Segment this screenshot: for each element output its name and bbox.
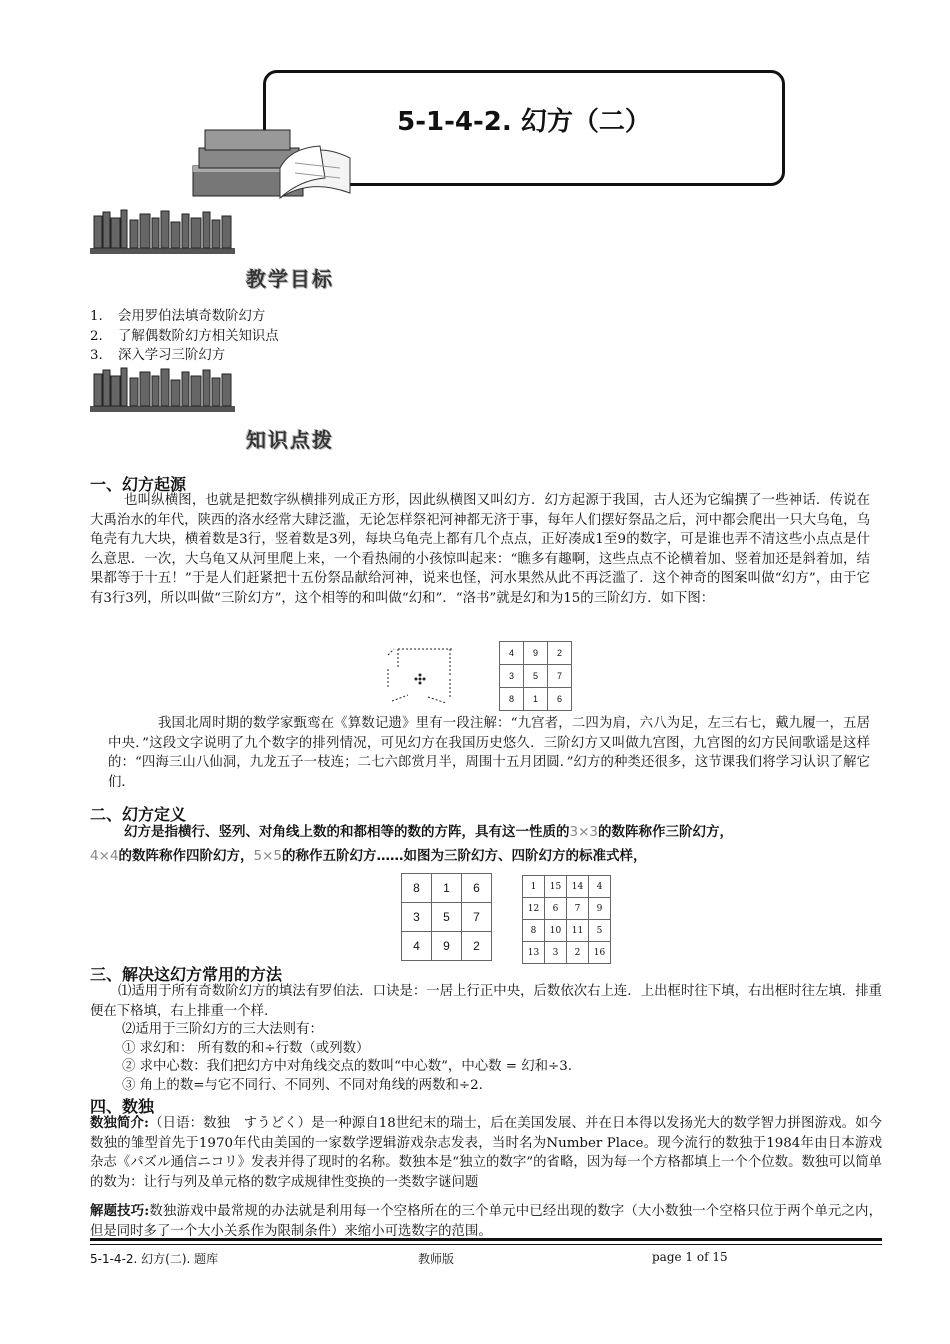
knowledge-heading: 知识点拨 (246, 428, 334, 452)
origin-heading: 一、幻方起源 (90, 475, 187, 494)
sudoku-heading: 四、数独 (90, 1097, 155, 1116)
definition-heading: 二、幻方定义 (90, 805, 187, 824)
list-item: 3. 深入学习三阶幻方 (90, 348, 226, 363)
methods-heading: 三、解决这幻方常用的方法 (90, 965, 283, 984)
list-item: 1. 会用罗伯法填奇数阶幻方 (90, 309, 266, 324)
footer-edition: 教师版 (418, 1252, 455, 1266)
rule-one: ① 求幻和： 所有数的和÷行数（或列数） (122, 1041, 370, 1056)
history-paragraph: 我国北周时期的数学家甄鸾在《算数记遗》里有一段注解：“九宫者，二四为肩，六八为足，左三右七，戴九履一，五居中央．”这段文字说明了九个数字的排列情况，可见幻方在我国历史悠久．三阶幻方又叫做九宫图，九宫图的幻方民间歌谣是这样的：“四海三山八仙洞，九龙五子一枝连；二七六郎赏月半，周围十五月团圆．”幻方的种类还很多，这节课我们将学习认识了解它们． (108, 716, 870, 790)
luoshu-grid: 4 9 2 3 5 7 8 1 6 (499, 641, 572, 711)
method-one: ⑴适用于所有奇数阶幻方的填法有罗伯法．口诀是：一居上行正中央，后数依次右上连．上出框时往下填，右出框时往左填．排重便在下格填，右上排重一个样． (90, 984, 882, 1019)
sudoku-tips: 解题技巧:数独游戏中最常规的办法就是利用每一个空格所在的三个单元中已经出现的数字（大小数独一个空格只位于两个单元之内，但是同时多了一个大小关系作为限制条件）来缩小可选数字的范围。 (90, 1203, 882, 1239)
footer-rule (90, 1238, 882, 1241)
method-two: ⑵适用于三阶幻方的三大法则有： (122, 1022, 323, 1037)
books-illustration (185, 118, 355, 208)
luoshu-diagram (380, 645, 460, 710)
footer-page-number: page 1 of 15 (652, 1250, 728, 1264)
origin-paragraph: 也叫纵横图，也就是把数字纵横排列成正方形，因此纵横图又叫幻方．幻方起源于我国，古人还为它编撰了一些神话．传说在大禹治水的年代，陕西的洛水经常大肆泛滥，无论怎样祭祀河神都无济于事，每年人们摆好祭品之后，河中都会爬出一只大乌龟，乌龟壳有九大块，横着数是3行，竖着数是3列，每块乌龟壳上都有几个点点，正好凑成1至9的数字，可是谁也弄不清这些小点点是什么意思．一次，大乌龟又从河里爬上来，一个看热闹的小孩惊叫起来：“瞧多有趣啊，这些点点不论横着加、竖着加还是斜着加，结果都等于十五！”于是人们赶紧把十五份祭品献给河神，说来也怪，河水果然从此不再泛滥了．这个神奇的图案叫做“幻方”，由于它有3行3列，所以叫做“三阶幻方”，这个相等的和叫做“幻和”．“洛书”就是幻和为15的三阶幻方．如下图： (90, 493, 870, 606)
goals-heading: 教学目标 (246, 267, 334, 291)
definition-paragraph: 幻方是指横行、竖列、对角线上数的和都相等的数的方阵，具有这一性质的3×3的数阵称作三阶幻方， 4×4的数阵称作四阶幻方，5×5的称作五阶幻方……如图为三阶幻方、四阶幻方的标准式样， (90, 824, 733, 864)
sudoku-intro: 数独简介:（日语：数独 すうどく）是一种源自18世纪末的瑞士，后在美国发展、并在日本得以发扬光大的数学智力拼图游戏。如今数独的雏型首先于1970年代由美国的一家数学逻辑游戏杂志发表，当时名为Number Place。现今流行的数独于1984年由日本游戏杂志《パズル通信ニコリ》发表并得了现时的名称。数独本是“独立的数字”的省略，因为每一个方格都填上一个个位数。数独可以简单的数为：让行与列及单元格的数字成规律性变换的一类数字谜问题 (90, 1115, 882, 1190)
footer-rule (90, 1244, 882, 1245)
bookshelf-icon (90, 208, 235, 256)
magic-square-4x4: 1 15 14 4 12 6 7 9 8 10 11 5 13 3 2 16 (522, 875, 611, 964)
list-item: 2. 了解偶数阶幻方相关知识点 (90, 328, 279, 344)
footer-doc-id: 5-1-4-2. 幻方(二). 题库 (90, 1252, 219, 1266)
magic-square-3x3: 8 1 6 3 5 7 4 9 2 (401, 873, 492, 961)
rule-two: ② 求中心数：我们把幻方中对角线交点的数叫“中心数”，中心数 = 幻和÷3. (122, 1059, 573, 1074)
rule-three: ③ 角上的数=与它不同行、不同列、不同对角线的两数和÷2. (122, 1078, 483, 1093)
goals-list (90, 307, 279, 366)
bookshelf-icon (90, 366, 235, 414)
page-title: 5-1-4-2. 幻方（二） (397, 107, 651, 137)
